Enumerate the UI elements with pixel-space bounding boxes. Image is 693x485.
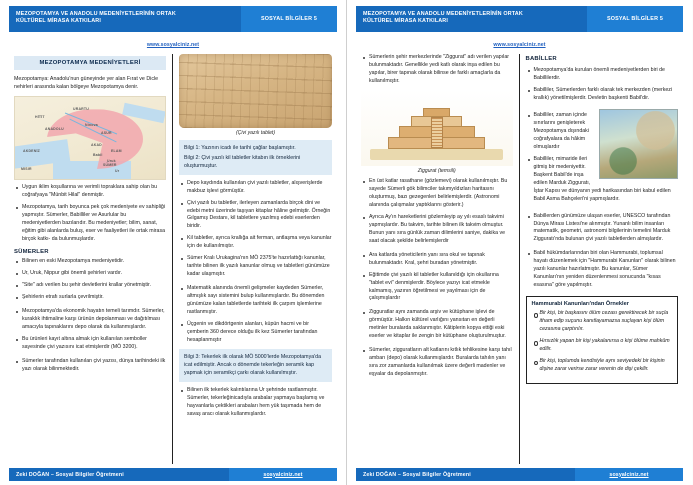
bilgi-2-text: Bilgi 2: Çivi yazılı kil tabletler kitabın ilk örneklerini oluşturmuştur. [184, 155, 301, 170]
map-label-3: AKDENİZ [23, 149, 40, 154]
list-item: Sümer Kralı Urukagina'nın MÖ 2375'te hazırlattığı kanunlar, tarihte bilinen ilk yazılı kanunlar olmuş ve tabletleri günümüze kadar ulaşmıştır. [179, 255, 332, 279]
list-item: Bu ürünleri kayıt altına almak için kullanılan semboller sayesinde çivi yazısını icat etmişlerdir (MÖ 3200). [14, 336, 166, 352]
list-item: Babilliler, Sümerlerden farklı olarak tek merkezden (merkezi krallık) yönetilmişlerdir. Devletin başkenti Babil'dir. [526, 87, 679, 103]
list-item: Şehirlerin etrafı surlarla çevrilmiştir. [14, 294, 166, 302]
page1-website-link[interactable]: www.sosyalciniz.net [146, 42, 200, 48]
list-item: Babil hükümdarlarından biri olan Hammurabi, toplumsal hayatı düzenlemek için "Hammurabi Kanunları" olarak bilinen yazılı kanunlar hazırlatmıştır. Bu kanunlar, Sümer Kanunları'nın yeniden düzenlenmesi sonucunda "kısas esasına" göre yapılmıştır. [526, 250, 679, 290]
list-item: Bilinen en eski Mezopotamya medeniyetidir. [14, 258, 166, 266]
ziggurat-figure [361, 90, 513, 174]
page2-babil-bullets-bottom [526, 213, 679, 291]
page1-sumer-bullets [14, 258, 166, 374]
page2-footer-website [575, 468, 683, 481]
page2-footer-author: Zeki DOĞAN – Sosyal Bilgiler Öğretmeni [356, 468, 575, 481]
page1-left-intro-bullets [14, 184, 166, 244]
cuneiform-tablet-image [179, 54, 332, 128]
list-item: Zigguratlar aynı zamanda arşiv ve kütüphane işlevi de görmüştür. Halkın kültürel varlığını yansıtan en değerli metinler buralarda saklanmıştır. Kâtiplerin kopya ettiği eski eserler ve kitaplar ile zengin bir kütüphane oluşturulmuştur. [361, 309, 513, 341]
document-page-1 [0, 0, 346, 485]
page1-footer-website [229, 468, 337, 481]
ziggurat-caption: Ziggurat (temsili) [417, 167, 456, 174]
hammurabi-examples-list [532, 310, 673, 374]
list-item: Depo kaydında kullanılan çivi yazılı tabletler, alışverişlerde makbuz işlevi görmüştür. [179, 180, 332, 196]
document-page-2 [346, 0, 692, 485]
page1-right-column [173, 54, 338, 464]
list-item: Sümerlerin şehir merkezlerinde "Ziggurat" adı verilen yapılar bulunmaktadır. Genellikle yedi katlı olarak inşa edilen bu yapılar, birer tapınak olarak bilinse de farklı amaçlarla da kullanılmıştır. [361, 54, 513, 86]
list-item: Çivi yazılı bu tabletler, ilerleyen zamanlarda birçok dini ve edebi metni üzerinde taşıyan kitaplar hâline gelmiştir. Örneğin Gılgamış Destanı, kil tabletlere yazılmış edebi eserlerden biridir. [179, 200, 332, 232]
page2-website-link[interactable]: www.sosyalciniz.net [493, 42, 546, 48]
list-item: Bir kişi, toplumda kendisiyle aynı seviyedeki bir kişinin dişine zarar verirse zarar verenin de dişi çekilir. [532, 358, 673, 374]
map-label-7: SÜMER [103, 163, 117, 168]
cuneiform-tablet-caption: (Çivi yazılı tablet) [235, 130, 276, 136]
map-label-9: Ninova [85, 123, 98, 128]
hammurabi-examples-box [526, 296, 679, 384]
list-item: Matematik alanında önemli gelişmeler kaydeden Sümerler, altmışlık sayı sistemini bulup kullanmışlardır. Bu dönemden günümüze kalan tabletlerde tarihteki ilk çarpım işlemlerine rastlanmıştır. [179, 285, 332, 317]
page2-section-title-babiller: BABİLLER [525, 56, 557, 62]
list-item: Babillerden günümüze ulaşan eserler, UNESCO tarafından Dünya Mirası Listesi'ne alınmıştır. Yunanlı bilim insanları matematik, geometri, astronomi bilgilerinin temelini Marduk Zigguratı'nda bulunan çivi yazılı tabletlerden almışlardır. [526, 213, 679, 245]
map-label-10: Babil [93, 153, 103, 158]
page1-right-bullets [179, 180, 332, 345]
page1-columns [8, 54, 338, 464]
ziggurat-image [361, 90, 513, 166]
bilgi-block-3 [179, 349, 332, 382]
map-label-2: ANADOLU [45, 127, 64, 132]
page1-subsection-title-sumerler: SÜMERLER [14, 249, 49, 256]
page2-footer-website-link[interactable]: sosyalciniz.net [609, 471, 649, 478]
ziggurat-ground [370, 149, 503, 160]
page1-website-row [8, 33, 338, 51]
list-item: Mezopotamya, tarih boyunca pek çok medeniyete ev sahipliği yapmıştır. Sümerler, Babilliler ve Asurlular bu medeniyetlerden bazılarıdır. Bu medeniyetler; bilim, sanat, eğitim gibi alanlarda buluş, eser ve faaliyetleri ile ortak mirasa birçok katkı- da bulunmuşlardır. [14, 204, 166, 244]
bilgi-3-text: Bilgi 3: Tekerlek ilk olarak MÖ 5000'lerde Mezopotamya'da icat edilmiştir. Ancak o dönemde tekerleğin seramik kap yapmak için seramikçi çarkı olarak kullanılmıştır. [184, 354, 322, 377]
list-item: Üçgenin ve dikdörtgenin alanları, küpün hacmi ve bir çemberin 360 derece olduğu ilk kez Sümerler tarafından hesaplanmıştır [179, 321, 332, 345]
list-item: "Site" adı verilen bu şehir devletlerini krallar yönetmiştir. [14, 282, 166, 290]
list-item: Sümerler, zigguratların alt katlarını kıtlık tehlikesine karşı tahıl ambarı (depo) olarak kullanmışlardır. Buralarda tahılın yanı sıra zor zamanlarda kullanılmak üzere değerli madenler ve eşyalar da depolanmıştır. [361, 347, 513, 379]
mesopotamia-map-image [14, 96, 166, 180]
map-label-6: AKAD [91, 143, 102, 148]
babil-wrap-block [526, 107, 679, 208]
list-item: Ayrıca Ay'ın hareketlerini gözlemleyip ay yılı esaslı takvimi yapmışlardır. Bu takvim, tarihte bilinen ilk takvim olmuştur. Bunun yanı sıra günlük zaman dilimlerini saniye, dakika ve saat olacak şekilde belirlemişlerdir [361, 214, 513, 246]
page1-right-bullets-2 [179, 387, 332, 419]
page1-header-title-line2: KÜLTÜREL MİRASA KATKILARI [16, 18, 101, 25]
page1-header-title [9, 6, 241, 32]
page1-left-column [8, 54, 173, 464]
map-label-1: URARTU [73, 107, 89, 112]
page1-intro-paragraph: Mezopotamya: Anadolu'nun güneyinde yer alan Fırat ve Dicle nehirleri arasında kalan bölgeye Mezopotamya denir. [14, 76, 159, 91]
list-item: Babilliler, zaman içinde sınırlarını genişleterek Mezopotamya dışındaki coğrafyalara da hâkim olmuşlardır [526, 112, 679, 152]
page2-website-row [355, 33, 684, 51]
ziggurat-staircase [431, 117, 443, 147]
list-item: Bir kişi, bir başkasını ölüm cezası gerektirecek bir suçla itham edip suçunu kanıtlayamazsa suçlayan kişi ölüm cezasına çarptırılır. [532, 310, 673, 334]
page2-left-bullets [361, 178, 513, 379]
list-item: Hırsızlık yapan bir kişi yakalanırsa o kişi ölüme mahkûm edilir. [532, 338, 673, 354]
page1-header-banner [9, 6, 337, 32]
mesopotamia-map-figure [14, 96, 166, 180]
list-item: Ur, Uruk, Nippur gibi önemli şehirleri vardır. [14, 270, 166, 278]
page2-babil-bullets-top [526, 67, 679, 103]
page2-header-subject: SOSYAL BİLGİLER 5 [587, 6, 683, 32]
list-item: En üst katlar rasathane (gözlemevi) olarak kullanılmıştır. Bu sayede Sümerli gök bilimciler takımyıldızları haritasını oluşturmuş, bazı gezegenleri belirlemişlerdir. (Astronomi alanında çalışmalar yaptıklarını gösterir.) [361, 178, 513, 210]
map-label-0: HİTİT [35, 115, 45, 120]
page2-right-column [520, 54, 685, 464]
page2-columns [355, 54, 684, 464]
page2-babil-bullets-wrapped [526, 112, 679, 204]
list-item: Mezopotamya'da ekonomik hayatın temeli tarımdır. Sümerler, kuraklık ihtimaline karşı ürünün depolanması ve dağıtılması amacıyla tapınaklarını depo olarak da kullanmışlardır. [14, 308, 166, 332]
list-item: Kil tabletler, ayrıca krallığa ait ferman, antlaşma veya kanunlar için de kullanılmıştır. [179, 235, 332, 251]
page2-left-column [355, 54, 520, 464]
bilgi-block-1 [179, 140, 332, 175]
page2-ziggurat-intro-bullets [361, 54, 513, 86]
list-item: Babilliler, mimaride ileri gitmiş bir medeniyettir. Başkent Babil'de inşa edilen Marduk Zigguratı, İştar Kapısı ve dünyanın yedi harikasından biri kabul edilen Babil Asma Bahçeleri'ni yapmışlardır. [526, 156, 679, 204]
cuneiform-tablet-figure [179, 54, 332, 136]
page2-header-title-line1: MEZOPOTAMYA VE ANADOLU MEDENİYETLERİNİN ORTAK [363, 11, 523, 17]
map-label-8: MISIR [21, 167, 32, 172]
page1-footer-author: Zeki DOĞAN – Sosyal Bilgiler Öğretmeni [9, 468, 229, 481]
hammurabi-examples-title: Hammurabi Kanunları'ndan Örnekler [531, 301, 629, 308]
list-item: Bilinen ilk tekerlek kalıntılarına Ur şehrinde rastlanmıştır. Sümerler, tekerleğinicadıyla arabalar yapmaya başlamış ve hayvanlarla çektikleri arabaları hem yük taşımada hem de savaş aracı olarak kullanmışlardır. [179, 387, 332, 419]
list-item: Mezopotamya'da kurulan önemli medeniyetlerden biri de Babillilerdir. [526, 67, 679, 83]
bilgi-1-text: Bilgi 1: Yazının icadı ile tarihi çağlar başlamıştır. [184, 145, 296, 151]
map-label-4: ASUR [101, 131, 112, 136]
map-label-5: ELAM [111, 149, 122, 154]
list-item: Sümerler tarafından kullanılan çivi yazısı, dünya tarihindeki ilk yazı olarak bilinmektedir. [14, 358, 166, 374]
page1-header-subject: SOSYAL BİLGİLER 5 [241, 6, 337, 32]
page1-footer [9, 468, 337, 481]
list-item: Uygun iklim koşullarına ve verimli topraklara sahip olan bu coğrafyaya "Münbit Hilal" denmiştir. [14, 184, 166, 200]
list-item: Ara katlarda yöneticilerin yanı sıra okul ve tapınak bulunmaktadır. Kral, şehri buradan yönetmiştir. [361, 252, 513, 268]
page1-footer-website-link[interactable]: sosyalciniz.net [263, 471, 303, 478]
page2-footer [356, 468, 683, 481]
map-label-11: Ur [115, 169, 120, 174]
page1-header-title-line1: MEZOPOTAMYA VE ANADOLU MEDENİYETLERİNİN ORTAK [16, 11, 176, 17]
map-label-12: Uruk [107, 159, 116, 164]
list-item: Eğitimde çivi yazılı kil tabletler kullanıldığı için okullarına "tablet evi" denmişlerdir. Böylece yazıyı icat etmekle kalmamış, yazının öğretilmesi ve yayılması için de çalışmışlardır [361, 272, 513, 304]
page2-header-title-line2: KÜLTÜREL MİRASA KATKILARI [363, 18, 448, 25]
page1-section-title-mezopotamya: MEZOPOTAMYA MEDENİYETLERİ [14, 56, 166, 70]
page2-header-banner [356, 6, 683, 32]
page2-header-title [356, 6, 587, 32]
ziggurat-tier-4 [423, 108, 450, 117]
